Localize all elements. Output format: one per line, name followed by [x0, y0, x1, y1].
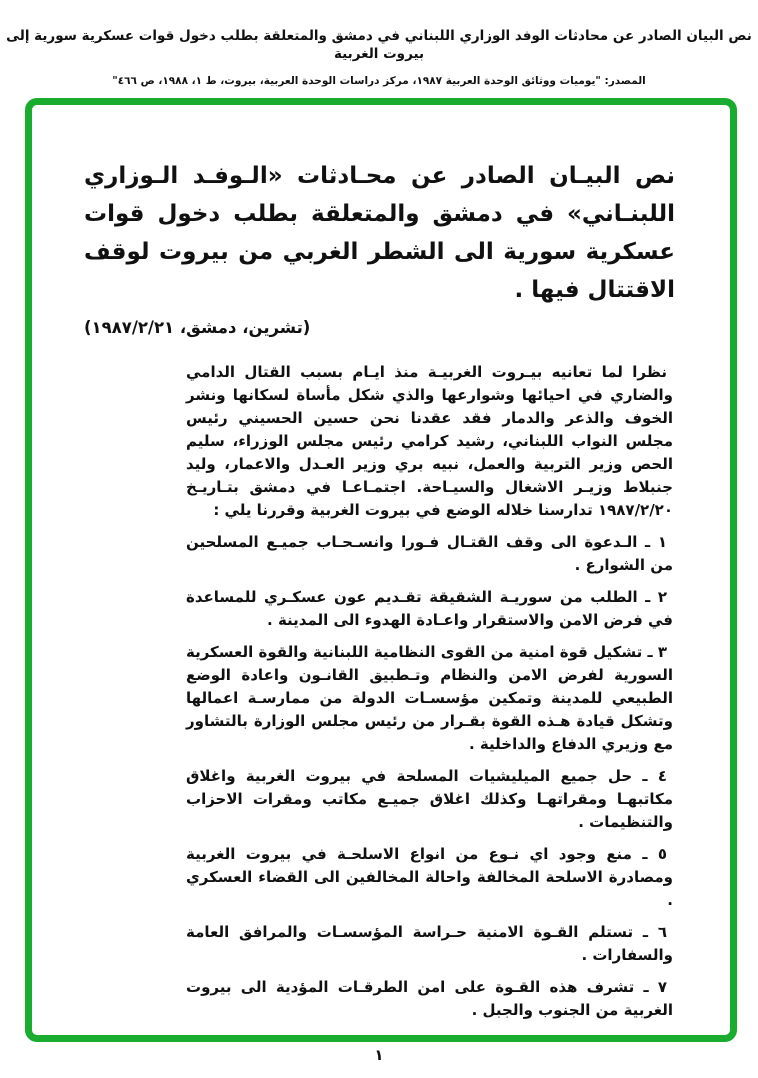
header-title: نص البيان الصادر عن محادثات الوفد الوزاري اللبناني في دمشق والمتعلقة بطلب دخول قوات عسكرية سورية إلى بيروت الغربية	[6, 28, 752, 62]
decree-item-7: ٧ ـ تشرف هذه القـوة على امن الطرقـات المؤدية الى بيروت الغربية من الجنوب والجبل .	[186, 978, 673, 1019]
decree-item-6: ٦ ـ تستلم القـوة الامنية حـراسة المؤسسـات والمرافق العامة والسفارات .	[186, 923, 673, 964]
document-title: نص البيـان الصادر عن محـادثات «الـوفـد الـوزاري اللبنـاني» في دمشق والمتعلقة بطلب دخول قوات عسكرية سورية الى الشطر الغربي من بيروت لوقف الاقتتال فيها .	[84, 163, 675, 303]
document-frame	[25, 98, 737, 1042]
decree-item-2: ٢ ـ الطلب من سوريـة الشقيقة تقـديم عون عسكـري للمساعدة في فرض الامن والاستقرار واعـادة الهدوء الى المدينة .	[186, 588, 673, 629]
intro-paragraph: نظرا لما تعانيه بيـروت الغربيـة منذ ايـام بسبب القتال الدامي والضاري في احيائها وشوارعها والذي شكل مأساة لسكانها ونشر الخوف والذعر والدمار فقد عقدنا نحن حسين الحسيني رئيس مجلس النواب اللبناني، رشيد كرامي رئيس مجلس الوزراء، سليم الحص وزير التربية والعمل، نبيه بري وزير العـدل والاعمار، وليد جنبلاط وزيـر الاشغال والسيـاحة. اجتمـاعـا في دمشق بتـاريـخ ١٩٨٧/٢/٢٠ تدارسنا خلاله الوضع في بيروت الغربية وقررنا يلي :	[186, 363, 673, 519]
document-dateline: (تشرين، دمشق، ١٩٨٧/٢/٢١)	[84, 318, 311, 337]
document-body	[186, 361, 673, 1022]
decree-item-3: ٣ ـ تشكيل قوة امنية من القوى النظامية اللبنانية والقوة العسكرية السورية لفرض الامن والنظام وتـطبيق القانـون واعادة الوضع الطبيعي للمدينة وتمكين مؤسسـات الدولة من ممارسـة اعمالها وتشكل قيادة هـذه القوة بقـرار من رئيس مجلس الوزارة بالتشاور مع وزيري الدفاع والداخلية .	[186, 643, 673, 753]
page-number: ١	[374, 1046, 384, 1064]
decree-item-4: ٤ ـ حل جميع الميليشيات المسلحة في بيروت الغربية واغلاق مكاتبهـا ومقراتهـا وكذلك اغلاق جميـع مكاتب ومقرات الاحزاب والتنظيمات .	[186, 767, 673, 831]
document-content	[32, 157, 730, 1042]
outer-header	[0, 27, 758, 88]
decree-item-5: ٥ ـ منع وجود اي نـوع من انواع الاسلحـة في بيروت الغربية ومصادرة الاسلحة المخالفة واحالة المخالفين الى القضاء العسكري .	[186, 845, 673, 909]
decree-item-1: ١ ـ الـدعوة الى وقف القتـال فـورا وانسـحـاب جميـع المسلحين من الشوارع .	[186, 533, 673, 574]
header-source-citation: المصدر: "يوميات ووثائق الوحدة العربية ١٩٨٧، مركز دراسات الوحدة العربية، بيروت، ط ١، ١٩٨٨، ص ٤٦٦"	[112, 75, 646, 87]
